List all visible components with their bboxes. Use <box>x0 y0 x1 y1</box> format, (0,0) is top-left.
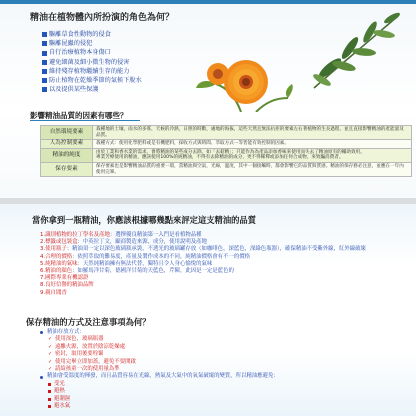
criteria-item: 4.合理的價格：依照萃取的難易度，產量及製作成本的不同，純精油價格會有不一的價格 <box>40 253 251 260</box>
square-bullet-icon <box>42 78 47 83</box>
square-bullet-icon <box>48 390 51 393</box>
criteria-item: 1.識別植物的拉丁學名及產地：選擇優良精油第一入門是看植物品種 <box>40 232 202 238</box>
factors-table <box>40 125 412 177</box>
factor-text: 保存要素也是影響精油品質的重要一環，當精油與空氣，光線，溫度，其中一個接觸時，都會影響它的品質與質感。精油的保存務必注意，並應在一年內使用完畢。 <box>93 162 412 176</box>
square-bullet-icon <box>42 32 47 37</box>
square-bullet-icon <box>42 69 47 74</box>
factor-text: 栽種方式：使用化學肥料或是有機肥料，採收方式與時間、萃取方式⋯等皆能有效控制的因素。 <box>93 140 412 149</box>
storage-method: ✓ 請給孩童一次的使用量為準 <box>48 366 120 373</box>
criteria-item: 5.純精油的氣味：天然純精油擁有無法代替，獨特且令人身心愉悅的氣味 <box>40 260 213 267</box>
factor-label: 自然環境要素 <box>41 126 93 140</box>
avoid-item: 避水氣 <box>40 403 279 410</box>
factor-text: 栽種地的土壤，雨水的多寡，天候的冷熱，日照的時數，處地的海拔，這些天然且無法抗拒的要素左右著植物的生長過程，並且直接影響精油的產能量及品質。 <box>93 126 412 140</box>
criteria-item: 7.國際專業有機認證 <box>40 275 89 282</box>
criteria-item: 6.精油的顏色：如羅馬洋甘菊，德國洋甘菊的天藍色，芹陳，此因是一定是藍色的 <box>40 268 234 275</box>
dot-bullet-icon <box>40 331 43 334</box>
table-row <box>41 140 412 149</box>
storage-heading: 保存精油的方式及注意事項為何？ <box>26 317 151 327</box>
square-bullet-icon <box>42 51 47 56</box>
quality-criteria-list <box>40 232 366 297</box>
factor-label: 保存要素 <box>41 162 93 176</box>
storage-intro: 精油存放方式： <box>40 329 279 336</box>
check-icon: ✓ <box>48 351 53 358</box>
avoid-item: 受光 <box>40 381 279 388</box>
check-icon: ✓ <box>48 358 53 365</box>
criteria-item: 2.標籤或包裝盒：中英拉丁文，顧商製造來源，成分，使用說明及產地 <box>40 239 207 246</box>
criteria-item: 8.良好信譽的精油品牌 <box>40 282 94 289</box>
square-bullet-icon <box>42 87 47 92</box>
role-item: 驅離草食性動物的侵食 <box>42 30 142 39</box>
factor-text: 由於工業和香水業的需求，會將精油的某些成分去除，如「去萜精」；只能作為為產品添加香味來使用而失去了精油原有的輔助效用。 專業芳療使用的精油，應該使用100%的純精油，不得有去除精油的成分，更不得稀釋或添加任何合成物，來致騙消費者。 <box>93 148 412 162</box>
square-bullet-icon <box>42 41 47 46</box>
storage-method: ✓ 使用深色，玻璃瓶器 <box>48 336 104 343</box>
slide-roles-and-factors <box>0 0 416 198</box>
factor-label: 人為控制要素 <box>41 140 93 149</box>
factor-label: 精油的純度 <box>41 148 93 162</box>
square-bullet-icon <box>48 405 51 408</box>
role-item: 以及提供某些保護 <box>42 85 142 94</box>
table-row <box>41 162 412 176</box>
square-bullet-icon <box>48 398 51 401</box>
avoid-item: 避熱 <box>40 388 279 395</box>
criteria-item: 3.使用瓶子：精油須一定以深色玻璃瓶承裝，不透光的玻璃罐存放（如咖啡色，深藍色，深綠色瓶器），確保精油不受紫外線，紅外線破壞 <box>40 246 366 253</box>
storage-method: ✓ 遠離火源，放置於陰涼乾燥處 <box>48 343 126 350</box>
table-row <box>41 126 412 140</box>
square-bullet-icon <box>48 383 51 386</box>
storage-method: ✓ 密封，取用後要栓緊 <box>48 351 104 358</box>
check-icon: ✓ <box>48 366 53 373</box>
role-item: 自行治療植物本身傷口 <box>42 48 142 57</box>
check-icon: ✓ <box>48 343 53 350</box>
factors-heading: 影響精油品質的因素有哪些？ <box>30 111 128 120</box>
avoid-item: 避潮濕 <box>40 396 279 403</box>
role-item: 避免細菌及細小微生物的侵害 <box>42 58 142 67</box>
dot-bullet-icon <box>40 376 43 379</box>
calendula-flower-image <box>196 58 294 112</box>
roles-list <box>42 30 142 94</box>
heading-underline <box>30 120 140 121</box>
slide2-title: 當你拿到一瓶精油，你應該根據哪幾點來評定這支精油的品質 <box>32 215 257 225</box>
top-band <box>0 0 416 4</box>
slide1-title: 精油在植物體內所扮演的角色為何？ <box>30 13 175 23</box>
square-bullet-icon <box>42 60 47 65</box>
table-row <box>41 148 412 162</box>
role-item: 維持殘存植物繼續生存的能力 <box>42 67 142 76</box>
criteria-item: 9.親自聞香 <box>40 289 67 296</box>
slide-quality-and-storage <box>0 204 416 416</box>
storage-method: ✓ 使用完畢立即加蓋，避免不要開啟 <box>48 358 136 365</box>
leaf-branch-image <box>304 10 408 92</box>
role-item: 驅離昆蟲的侵犯 <box>42 39 142 48</box>
storage-list <box>40 329 279 410</box>
storage-note: 精油會受溫度的揮發，而且品質容易在光線，熱氣及大氣中的氧氣破壞的變質，所以精油應避免： <box>40 373 279 380</box>
role-item: 防止植物在乾燥季節的氣候下脫水 <box>42 76 142 85</box>
check-icon: ✓ <box>48 336 53 343</box>
